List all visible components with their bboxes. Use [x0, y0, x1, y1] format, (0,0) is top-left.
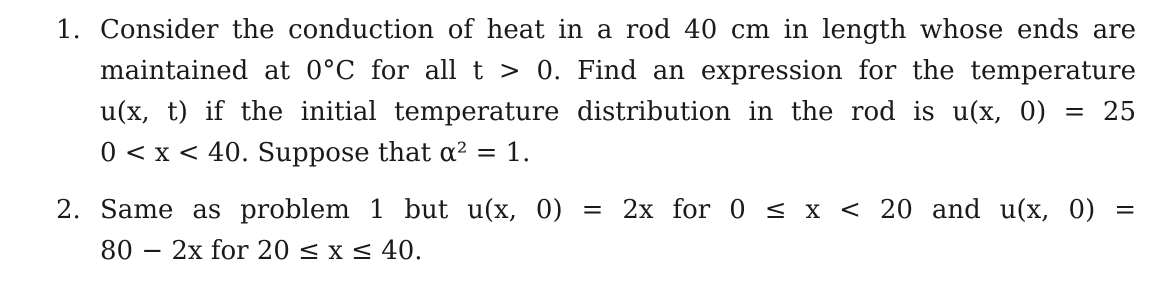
problem-2 [56, 190, 1136, 272]
problem-line: 80 − 2x for 20 ≤ x ≤ 40. [100, 236, 423, 266]
problem-line: 0 < x < 40. Suppose that α² = 1. [100, 138, 531, 168]
problem-line: maintained at 0°C for all t > 0. Find an expression for the temperature [100, 56, 1136, 86]
problem-line: u(x, t) if the initial temperature distribution in the rod is u(x, 0) = 25 [100, 97, 1136, 127]
problem-text [100, 190, 1136, 272]
problem-1 [56, 10, 1136, 174]
problem-line: Consider the conduction of heat in a rod 40 cm in length whose ends are [100, 15, 1136, 45]
problem-number: 1. [56, 15, 81, 45]
problem-number: 2. [56, 195, 81, 225]
problem-text [100, 10, 1136, 174]
problem-line: Same as problem 1 but u(x, 0) = 2x for 0 ≤ x < 20 and u(x, 0) = [100, 195, 1136, 225]
